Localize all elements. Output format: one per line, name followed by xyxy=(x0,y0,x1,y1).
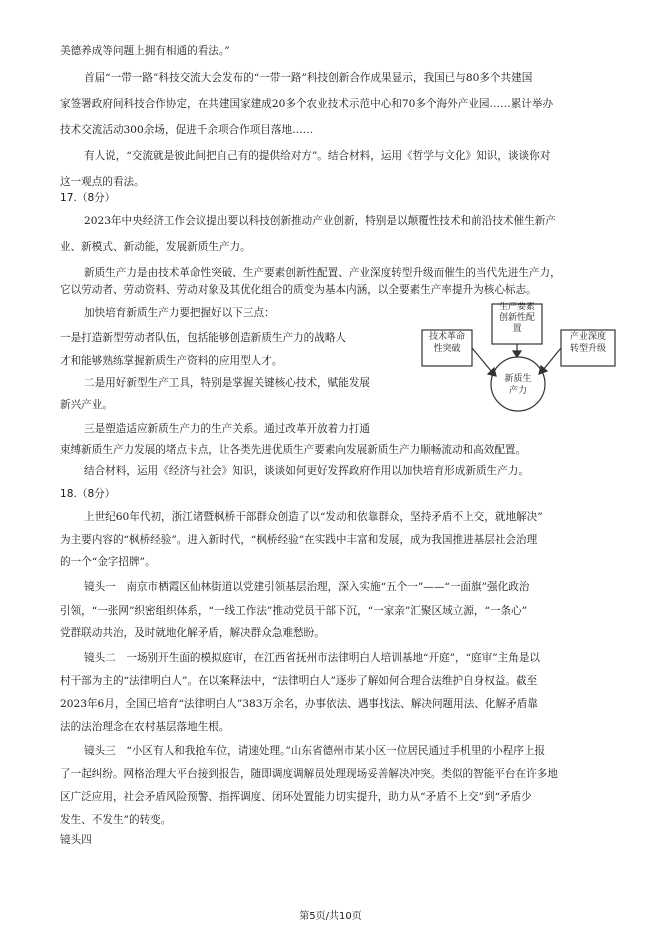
text-line: 发生、不发生”的转变。 xyxy=(60,814,172,826)
text-line: 业、新模式、新动能，发展新质生产力。 xyxy=(60,241,251,253)
text-line: 束缚新质生产力发展的堵点卡点，让各类先进优质生产要素向发展新质生产力顺畅流动和高效配置。 xyxy=(60,444,527,456)
text-line: 2023年6月，全国已培育“法律明白人”383万余名，办事依法、遇事找法、解决问题用法、化解矛盾靠 xyxy=(60,698,538,710)
text-line: 为主要内容的“枫桥经验”。进入新时代，“枫桥经验”在实践中丰富和发展，成为我国推进基层社会治理 xyxy=(60,534,538,546)
text-line: 首届“一带一路”科技交流大会发布的“一带一路”科技创新合作成果显示，我国已与80多个共建国 xyxy=(84,72,533,84)
diagram-label-tech: 技术革命性突破 xyxy=(428,332,466,354)
text-line: 了一起纠纷。网格治理大平台接到报告，随即调度调解员处理现场妥善解决冲突。类似的智能平台在许多地 xyxy=(60,768,558,780)
diagram-center-circle xyxy=(491,357,545,411)
text-line: 镜头二 一场别开生面的模拟庭审，在江西省抚州市法律明白人培训基地“开庭”，“庭审”主角是以 xyxy=(84,652,541,664)
text-line: 一是打造新型劳动者队伍，包括能够创造新质生产力的战略人 xyxy=(60,332,347,344)
diagram-label-industry: 产业深度转型升级 xyxy=(569,332,607,354)
text-line: 的一个“金字招牌”。 xyxy=(60,556,156,568)
text-line: 这一观点的看法。 xyxy=(60,176,145,188)
text-line: 新兴产业。 xyxy=(60,399,113,411)
text-line: 区广泛应用，社会矛盾风险预警、指挥调度、闭环处置能力切实提升，助力从“矛盾不上交”到“矛盾少 xyxy=(60,791,532,803)
text-line: 镜头一 南京市栖霞区仙林街道以党建引领基层治理，深入实施“五个一”——“一面旗”强化政治 xyxy=(84,581,530,593)
text-line: 结合材料，运用《经济与社会》知识，谈谈如何更好发挥政府作用以加快培育形成新质生产力。 xyxy=(84,465,529,477)
text-line: 加快培育新质生产力要把握好以下三点： xyxy=(84,307,275,319)
text-line: 三是塑造适应新质生产力的生产关系。通过改革开放着力打通 xyxy=(84,423,371,435)
text-line: 技术交流活动300余场，促进千余项合作项目落地…… xyxy=(60,124,314,136)
productivity-diagram xyxy=(420,302,620,418)
text-line: 党群联动共治，及时就地化解矛盾，解决群众急难愁盼。 xyxy=(60,627,325,639)
text-line: 村干部为主的“法律明白人”。在以案释法中，“法律明白人”逐步了解如何合理合法维护自身权益。截至 xyxy=(60,675,538,687)
text-line: 2023年中央经济工作会议提出要以科技创新推动产业创新，特别是以颠覆性技术和前沿技术催生新产 xyxy=(84,215,556,227)
shot-four-heading: 镜头四 xyxy=(60,834,92,846)
text-line: 美德养成等问题上拥有相通的看法。” xyxy=(60,45,230,57)
text-line: 上世纪60年代初，浙江诸暨枫桥干部群众创造了以“发动和依靠群众，坚持矛盾不上交，就地解决” xyxy=(84,511,543,523)
text-line: 法的法治理念在农村基层落地生根。 xyxy=(60,721,230,733)
diagram-label-factor: 生产要素创新性配置 xyxy=(498,302,536,334)
text-line: 镜头三 “小区有人和我抢车位，请速处理。”山东省德州市某小区一位居民通过手机里的小程序上报 xyxy=(84,745,546,757)
diagram-label-center: 新质生产力 xyxy=(504,374,532,396)
text-line: 家签署政府间科技合作协定，在共建国家建成20多个农业技术示范中心和70多个海外产业园……累计举办 xyxy=(60,98,554,110)
text-line: 引领，“一张网”织密组织体系，“一线工作法”推动党员干部下沉，“一家亲”汇聚区域立源，“一条心” xyxy=(60,605,528,617)
question-18-heading: 18.（8分） xyxy=(60,488,116,500)
question-17-heading: 17.（8分） xyxy=(60,192,116,204)
text-line: 有人说，“交流就是彼此间把自己有的提供给对方”。结合材料，运用《哲学与文化》知识，谈谈你对 xyxy=(84,150,551,162)
text-line: 新质生产力是由技术革命性突破、生产要素创新性配置、产业深度转型升级而催生的当代先进生产力， xyxy=(84,267,561,279)
text-line: 二是用好新型生产工具，特别是掌握关键核心技术，赋能发展 xyxy=(84,377,371,389)
page-footer: 第5页/共10页 xyxy=(299,911,362,922)
text-line: 它以劳动者、劳动资料、劳动对象及其优化组合的质变为基本内涵，以全要素生产率提升为核心标志。 xyxy=(60,284,537,296)
text-line: 才和能够熟练掌握新质生产资料的应用型人才。 xyxy=(60,355,283,367)
